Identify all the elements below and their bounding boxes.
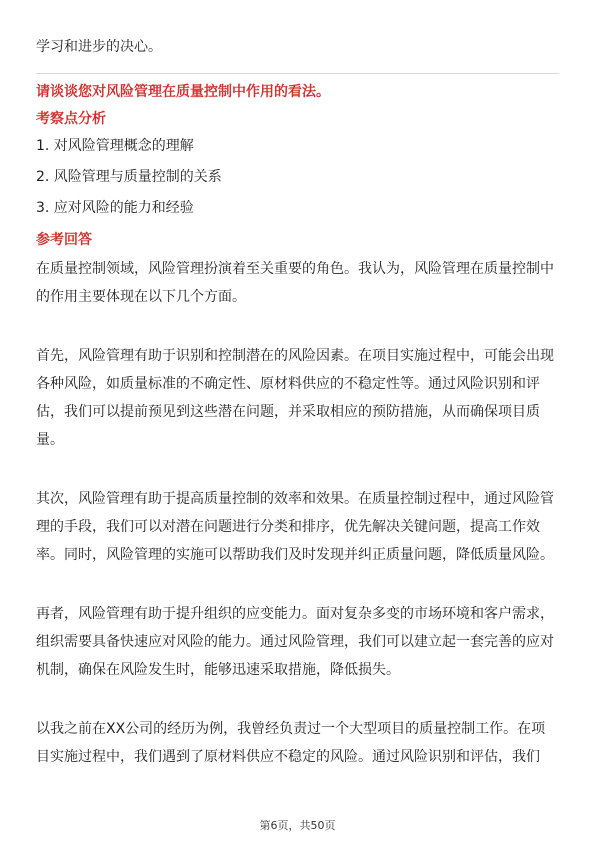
- question-title: 请谈谈您对风险管理在质量控制中作用的看法。: [36, 84, 330, 100]
- list-item: 3. 应对风险的能力和经验: [36, 200, 194, 216]
- document-page: [36, 0, 559, 842]
- list-item: 2. 风险管理与质量控制的关系: [36, 169, 222, 185]
- section-divider: [36, 73, 559, 74]
- answer-heading: 参考回答: [36, 232, 92, 248]
- answer-paragraph: 首先，风险管理有助于识别和控制潜在的风险因素。在项目实施过程中，可能会出现各种风险，如质量标准的不确定性、原材料供应的不稳定性等。通过风险识别和评估，我们可以提前预见到这些潜在问题，并采取相应的预防措施，从而确保项目质量。: [36, 348, 554, 448]
- answer-paragraph: 在质量控制领域，风险管理扮演着至关重要的角色。我认为，风险管理在质量控制中的作用主要体现在以下几个方面。: [36, 261, 554, 305]
- answer-paragraph: 其次，风险管理有助于提高质量控制的效率和效果。在质量控制过程中，通过风险管理的手段，我们可以对潜在问题进行分类和排序，优先解决关键问题，提高工作效率。同时，风险管理的实施可以帮助我们及时发现并纠正质量问题，降低质量风险。: [36, 491, 554, 563]
- page-number: 第6页，共50页: [259, 819, 336, 832]
- list-item: 1. 对风险管理概念的理解: [36, 138, 194, 154]
- analysis-heading: 考察点分析: [36, 111, 106, 127]
- answer-paragraph: 再者，风险管理有助于提升组织的应变能力。面对复杂多变的市场环境和客户需求，组织需要具备快速应对风险的能力。通过风险管理，我们可以建立起一套完善的应对机制，确保在风险发生时，能够迅速采取措施，降低损失。: [36, 606, 554, 678]
- previous-answer-tail: 学习和进步的决心。: [36, 39, 162, 55]
- answer-paragraph: 以我之前在XX公司的经历为例，我曾经负责过一个大型项目的质量控制工作。在项目实施过程中，我们遇到了原材料供应不稳定的风险。通过风险识别和评估，我们: [36, 721, 546, 765]
- answer-body: [36, 255, 559, 802]
- analysis-points-list: [36, 136, 222, 229]
